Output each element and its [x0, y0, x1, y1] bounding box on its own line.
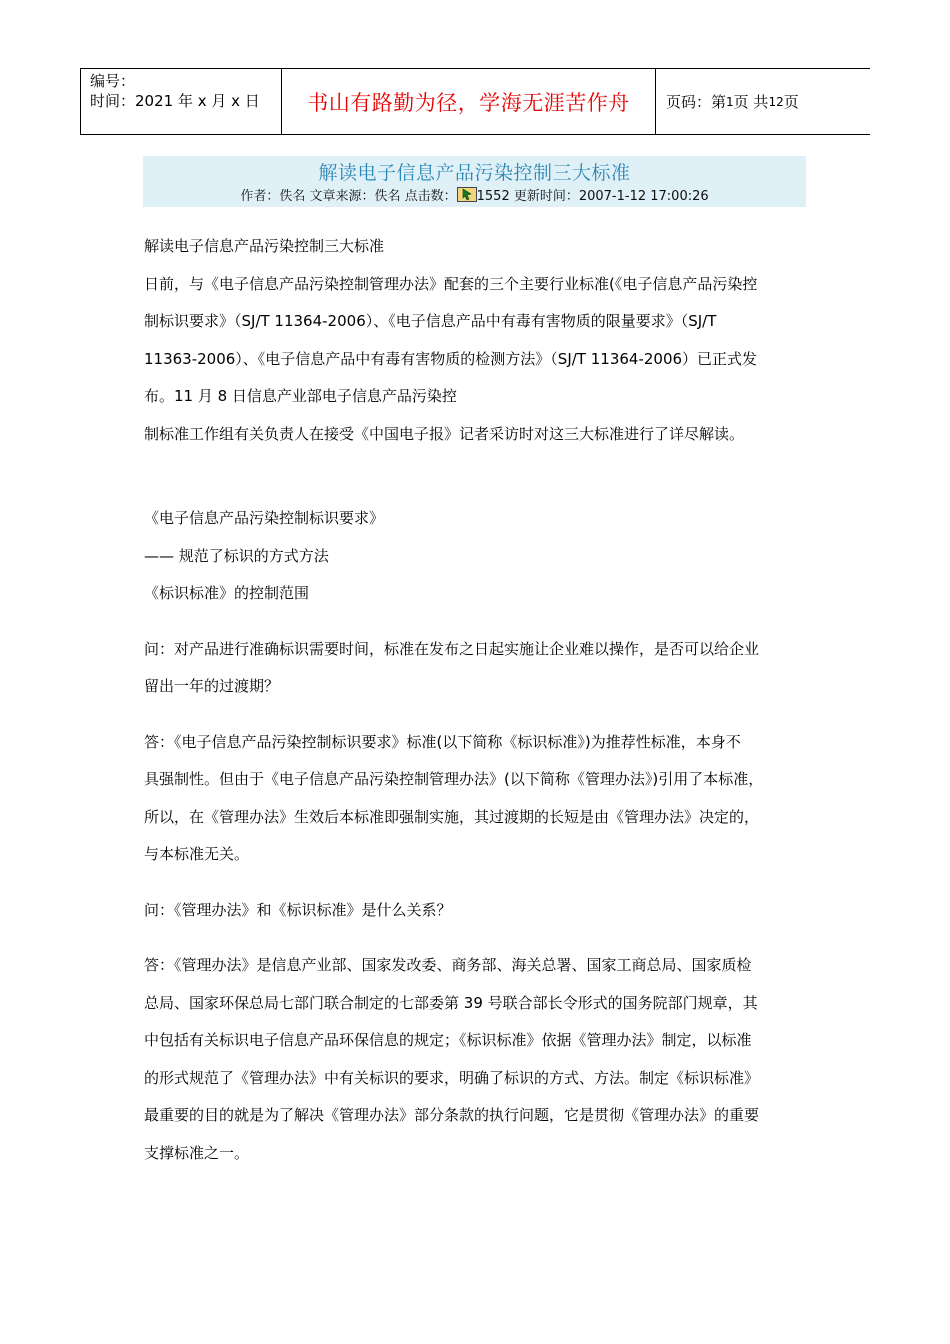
article-meta-author-source: 作者：佚名 文章来源：佚名 点击数：	[240, 189, 457, 204]
article-title-box	[143, 156, 806, 207]
article-meta	[143, 185, 806, 204]
answer-line: 与本标准无关。	[144, 845, 250, 863]
header-motto: 书山有路勤为径，学海无涯苦作舟	[282, 69, 656, 134]
document-date: 时间：2021 年 x 月 x 日	[90, 92, 260, 110]
section-subheading: 《标识标准》的控制范围	[144, 584, 310, 602]
paragraph: 11363-2006）、《电子信息产品中有毒有害物质的检测方法》（SJ/T 11364-2006）已正式发	[144, 349, 758, 368]
question-line: 留出一年的过渡期？	[144, 677, 280, 695]
paragraph: 布。11 月 8 日信息产业部电子信息产品污染控	[144, 387, 457, 405]
page-mid: 页 共	[733, 93, 769, 111]
article-body	[144, 228, 809, 1172]
answer-line: 答：《电子信息产品污染控制标识要求》标准(以下简称《标识标准》)为推荐性标准，本身不	[144, 732, 741, 751]
article-title: 解读电子信息产品污染控制三大标准	[318, 162, 631, 184]
page-current: 1	[726, 94, 734, 109]
paragraph: 日前，与《电子信息产品污染控制管理办法》配套的三个主要行业标准(《电子信息产品污染控	[144, 274, 758, 293]
click-count-icon	[457, 187, 477, 202]
section-subheading: —— 规范了标识的方式方法	[144, 546, 329, 565]
article-meta-clicks-updated: 1552 更新时间：2007-1-12 17:00:26	[476, 189, 709, 204]
section-heading: 《电子信息产品污染控制标识要求》	[144, 509, 385, 527]
page-header	[80, 68, 870, 135]
question-line: 问：《管理办法》和《标识标准》是什么关系？	[144, 900, 452, 919]
page-counter	[656, 69, 870, 134]
spacer	[144, 929, 809, 947]
answer-line: 所以，在《管理办法》生效后本标准即强制实施，其过渡期的长短是由《管理办法》决定的，	[144, 807, 760, 826]
spacer	[144, 453, 809, 500]
spacer	[144, 706, 809, 724]
answer-line: 具强制性。但由于《电子信息产品污染控制管理办法》(以下简称《管理办法》)引用了本标准，	[144, 770, 764, 788]
answer-line: 的形式规范了《管理办法》中有关标识的要求，明确了标识的方式、方法。制定《标识标准》	[144, 1068, 760, 1087]
answer-line: 答：《管理办法》是信息产业部、国家发改委、商务部、海关总署、国家工商总局、国家质检	[144, 956, 752, 974]
document-number-label: 编号：	[90, 72, 136, 90]
answer-line: 最重要的目的就是为了解决《管理办法》部分条款的执行问题，它是贯彻《管理办法》的重要	[144, 1106, 760, 1124]
spacer	[144, 874, 809, 892]
spacer	[144, 613, 809, 631]
header-left-cell	[81, 69, 282, 134]
paragraph: 解读电子信息产品污染控制三大标准	[144, 237, 385, 255]
paragraph: 制标准工作组有关负责人在接受《中国电子报》记者采访时对这三大标准进行了详尽解读。	[144, 424, 745, 443]
answer-line: 总局、国家环保总局七部门联合制定的七部委第 39 号联合部长令形式的国务院部门规章，其	[144, 993, 758, 1012]
paragraph: 制标识要求》（SJ/T 11364-2006）、《电子信息产品中有毒有害物质的限量要求》（SJ/T	[144, 312, 717, 330]
question-line: 问：对产品进行准确标识需要时间，标准在发布之日起实施让企业难以操作，是否可以给企业	[144, 639, 760, 658]
page-prefix: 页码：第	[666, 93, 727, 111]
page-total: 12	[768, 94, 784, 109]
answer-line: 中包括有关标识电子信息产品环保信息的规定；《标识标准》依据《管理办法》制定，以标准	[144, 1031, 752, 1049]
page-suffix: 页	[783, 93, 799, 111]
answer-line: 支撑标准之一。	[144, 1143, 250, 1162]
